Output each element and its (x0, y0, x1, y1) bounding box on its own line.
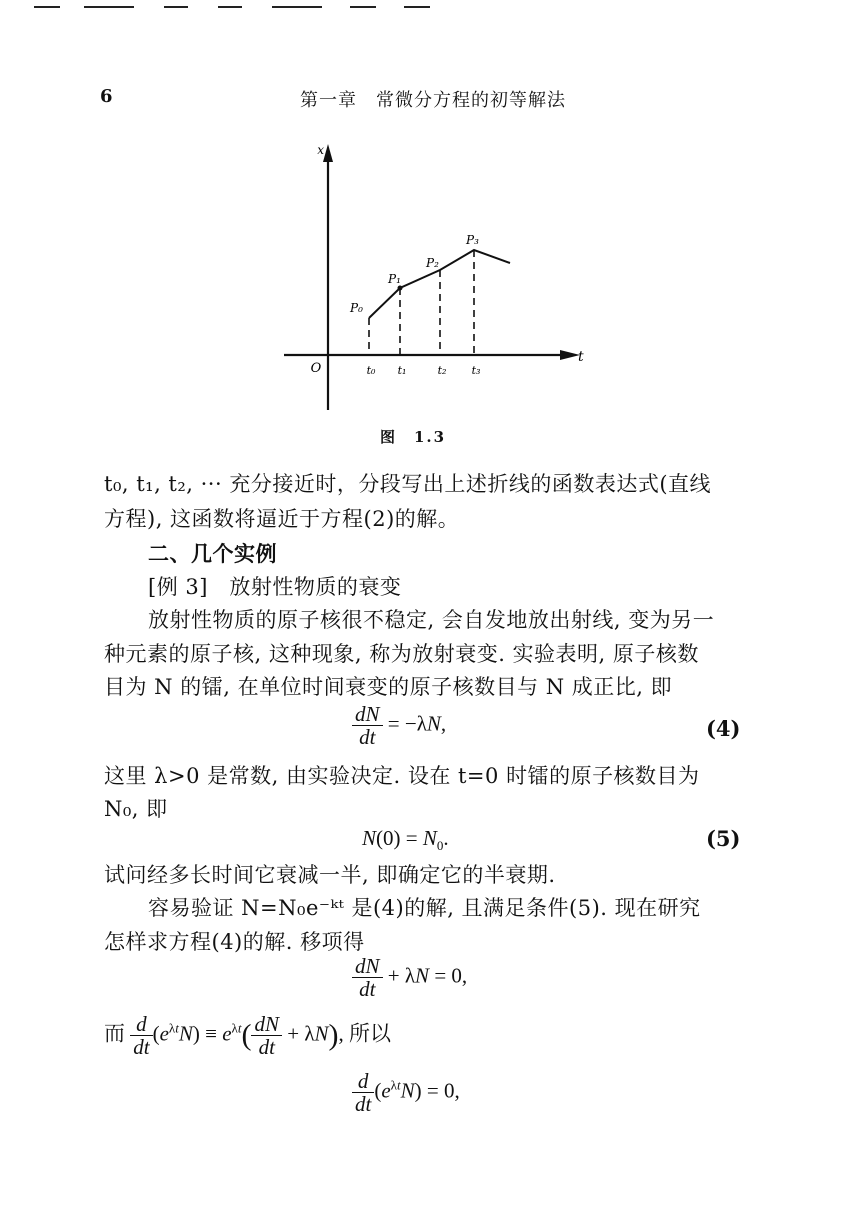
equation-4: $\frac{dN}{dt}$ = −λN, (352, 703, 446, 748)
origin-label: O (310, 361, 322, 376)
scan-mark (218, 6, 242, 8)
example-title: [例 3] 放射性物质的衰变 (148, 575, 402, 599)
text-line: 怎样求方程(4)的解. 移项得 (104, 930, 365, 954)
scan-mark (84, 6, 134, 8)
text-line: 种元素的原子核, 这种现象, 称为放射衰变. 实验表明, 原子核数 (104, 642, 699, 666)
y-axis-arrow (323, 144, 333, 162)
point-label-p0: P₀ (350, 301, 363, 315)
point-label-p3: P₃ (466, 233, 479, 247)
scan-mark (164, 6, 188, 8)
text-line: 试问经多长时间它衰减一半, 即确定它的半衰期. (104, 863, 556, 887)
tick-label-t0: t₀ (366, 364, 376, 377)
tick-label-t1: t₁ (397, 364, 407, 377)
equation-suffix: , 所以 (338, 1021, 392, 1046)
text-line: 方程), 这函数将逼近于方程(2)的解。 (104, 507, 460, 531)
point-label-p2: P₂ (426, 256, 439, 270)
scan-mark (272, 6, 322, 8)
y-axis-label: x (317, 143, 324, 157)
scan-mark (350, 6, 376, 8)
text-line: t₀, t₁, t₂, ··· 充分接近时，分段写出上述折线的函数表达式(直线 (104, 472, 712, 496)
figure-caption: 图 1.3 (380, 428, 447, 446)
x-axis-arrow (560, 350, 580, 360)
chapter-title: 第一章 常微分方程的初等解法 (300, 90, 566, 111)
text-line: 这里 λ>0 是常数, 由实验决定. 设在 t=0 时镭的原子核数目为 (104, 764, 700, 788)
scan-mark (404, 6, 430, 8)
text-line: N₀, 即 (104, 797, 168, 821)
equation-5-label: (5) (706, 826, 741, 851)
x-axis-label: t (578, 349, 584, 365)
equation-prefix: 而 (104, 1021, 125, 1046)
equation-zero: $\frac{d}{dt}$ $(e^{\lambda t}N) = 0$, (352, 1070, 460, 1115)
equation-product-rule: 而 $\frac{d}{dt}$ $(e^{\lambda t}N) \equiv e^{\lambda t}$( $\frac{dN}{dt}$ + λN), 所以 (104, 1012, 392, 1060)
equation-5: $N(0) = N_0$. (362, 826, 449, 854)
equation-4-label: (4) (706, 716, 741, 741)
scan-mark (34, 6, 60, 8)
tick-label-t3: t₃ (471, 364, 481, 377)
equation-rearranged: $\frac{dN}{dt}$ + λN = 0, (352, 955, 467, 1000)
text-line: 放射性物质的原子核很不稳定, 会自发地放出射线, 变为另一 (148, 608, 715, 632)
page-number: 6 (100, 86, 113, 107)
polyline-figure (270, 140, 600, 420)
point-label-p1: P₁ (388, 272, 401, 286)
text-line: 目为 N 的镭, 在单位时间衰变的原子核数目与 N 成正比, 即 (104, 675, 673, 699)
text-line: 容易验证 N=N₀e⁻ᵏᵗ 是(4)的解, 且满足条件(5). 现在研究 (148, 896, 701, 920)
tick-label-t2: t₂ (437, 364, 447, 377)
section-title: 二、几个实例 (148, 541, 277, 566)
